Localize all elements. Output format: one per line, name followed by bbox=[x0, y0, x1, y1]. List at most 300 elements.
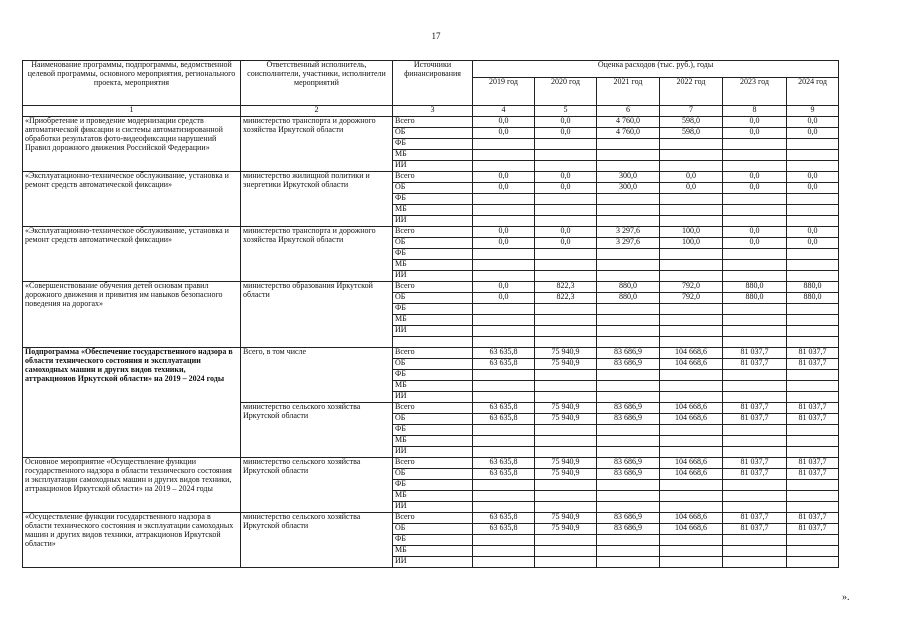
amount-cell bbox=[597, 447, 660, 458]
amount-cell bbox=[723, 381, 787, 392]
amount-cell bbox=[787, 315, 839, 326]
funding-source-cell: Всего bbox=[393, 403, 473, 414]
funding-source-cell: ИИ bbox=[393, 392, 473, 403]
amount-cell: 83 686,9 bbox=[597, 458, 660, 469]
table-row bbox=[23, 458, 839, 469]
amount-cell bbox=[660, 436, 723, 447]
amount-cell bbox=[787, 271, 839, 282]
table-header bbox=[23, 61, 839, 117]
amount-cell: 63 635,8 bbox=[473, 513, 535, 524]
amount-cell bbox=[473, 139, 535, 150]
amount-cell: 81 037,7 bbox=[787, 348, 839, 359]
amount-cell bbox=[723, 447, 787, 458]
amount-cell bbox=[787, 546, 839, 557]
amount-cell bbox=[535, 326, 597, 337]
amount-cell bbox=[787, 205, 839, 216]
amount-cell bbox=[473, 304, 535, 315]
amount-cell bbox=[723, 502, 787, 513]
column-number: 6 bbox=[597, 106, 660, 117]
amount-cell: 83 686,9 bbox=[597, 348, 660, 359]
column-number: 7 bbox=[660, 106, 723, 117]
amount-cell: 104 668,6 bbox=[660, 359, 723, 370]
amount-cell: 100,0 bbox=[660, 227, 723, 238]
amount-cell: 81 037,7 bbox=[787, 458, 839, 469]
amount-cell bbox=[787, 326, 839, 337]
amount-cell bbox=[723, 326, 787, 337]
amount-cell bbox=[723, 260, 787, 271]
amount-cell: 598,0 bbox=[660, 117, 723, 128]
amount-cell: 3 297,6 bbox=[597, 238, 660, 249]
amount-cell: 0,0 bbox=[787, 128, 839, 139]
funding-source-cell: Всего bbox=[393, 348, 473, 359]
amount-cell: 0,0 bbox=[723, 183, 787, 194]
amount-cell: 0,0 bbox=[787, 238, 839, 249]
amount-cell: 81 037,7 bbox=[723, 348, 787, 359]
amount-cell bbox=[473, 337, 535, 348]
amount-cell bbox=[660, 260, 723, 271]
closing-quote-mark: ». bbox=[842, 592, 850, 603]
amount-cell bbox=[723, 161, 787, 172]
amount-cell: 63 635,8 bbox=[473, 414, 535, 425]
header-year: 2019 год bbox=[473, 78, 535, 106]
amount-cell: 81 037,7 bbox=[787, 403, 839, 414]
amount-cell bbox=[473, 502, 535, 513]
amount-cell bbox=[535, 205, 597, 216]
funding-source-cell: ФБ bbox=[393, 139, 473, 150]
amount-cell: 0,0 bbox=[787, 227, 839, 238]
amount-cell bbox=[787, 194, 839, 205]
table-row bbox=[23, 227, 839, 238]
amount-cell: 880,0 bbox=[723, 282, 787, 293]
amount-cell bbox=[535, 337, 597, 348]
amount-cell bbox=[597, 194, 660, 205]
executor-cell: министерство сельского хозяйства Иркутской области bbox=[241, 458, 393, 513]
amount-cell bbox=[660, 491, 723, 502]
amount-cell: 63 635,8 bbox=[473, 458, 535, 469]
amount-cell: 75 940,9 bbox=[535, 513, 597, 524]
amount-cell bbox=[597, 216, 660, 227]
executor-cell: министерство образования Иркутской области bbox=[241, 282, 393, 348]
amount-cell: 104 668,6 bbox=[660, 403, 723, 414]
amount-cell bbox=[597, 304, 660, 315]
amount-cell bbox=[660, 271, 723, 282]
amount-cell: 0,0 bbox=[787, 172, 839, 183]
amount-cell: 0,0 bbox=[473, 227, 535, 238]
amount-cell bbox=[723, 194, 787, 205]
amount-cell: 0,0 bbox=[473, 128, 535, 139]
header-year: 2021 год bbox=[597, 78, 660, 106]
amount-cell: 100,0 bbox=[660, 238, 723, 249]
amount-cell bbox=[597, 436, 660, 447]
amount-cell bbox=[535, 249, 597, 260]
amount-cell: 0,0 bbox=[787, 183, 839, 194]
amount-cell bbox=[535, 304, 597, 315]
amount-cell: 0,0 bbox=[723, 117, 787, 128]
amount-cell bbox=[473, 260, 535, 271]
amount-cell: 792,0 bbox=[660, 293, 723, 304]
amount-cell bbox=[535, 546, 597, 557]
funding-source-cell: Всего bbox=[393, 458, 473, 469]
funding-source-cell: ОБ bbox=[393, 414, 473, 425]
funding-source-cell: Всего bbox=[393, 117, 473, 128]
amount-cell: 75 940,9 bbox=[535, 469, 597, 480]
funding-source-cell: МБ bbox=[393, 436, 473, 447]
amount-cell bbox=[473, 436, 535, 447]
amount-cell bbox=[597, 491, 660, 502]
amount-cell bbox=[597, 535, 660, 546]
amount-cell: 0,0 bbox=[723, 172, 787, 183]
executor-cell: министерство сельского хозяйства Иркутской области bbox=[241, 403, 393, 458]
amount-cell bbox=[660, 381, 723, 392]
amount-cell bbox=[723, 337, 787, 348]
amount-cell bbox=[787, 425, 839, 436]
funding-source-cell: ИИ bbox=[393, 502, 473, 513]
funding-source-cell: ИИ bbox=[393, 271, 473, 282]
header-year: 2023 год bbox=[723, 78, 787, 106]
amount-cell bbox=[660, 370, 723, 381]
funding-source-cell: ФБ bbox=[393, 194, 473, 205]
header-estimate-group: Оценка расходов (тыс. руб.), годы bbox=[473, 61, 839, 78]
funding-source-cell: ОБ bbox=[393, 359, 473, 370]
funding-source-cell: ФБ bbox=[393, 535, 473, 546]
amount-cell bbox=[660, 249, 723, 260]
amount-cell: 81 037,7 bbox=[723, 414, 787, 425]
amount-cell: 81 037,7 bbox=[787, 414, 839, 425]
amount-cell bbox=[473, 315, 535, 326]
header-year: 2024 год bbox=[787, 78, 839, 106]
amount-cell: 0,0 bbox=[473, 183, 535, 194]
amount-cell bbox=[535, 557, 597, 568]
amount-cell: 0,0 bbox=[473, 172, 535, 183]
amount-cell: 0,0 bbox=[723, 227, 787, 238]
amount-cell: 75 940,9 bbox=[535, 359, 597, 370]
amount-cell bbox=[473, 447, 535, 458]
amount-cell bbox=[660, 535, 723, 546]
amount-cell bbox=[473, 249, 535, 260]
amount-cell: 0,0 bbox=[535, 128, 597, 139]
amount-cell bbox=[787, 139, 839, 150]
amount-cell bbox=[787, 150, 839, 161]
amount-cell: 880,0 bbox=[787, 282, 839, 293]
funding-source-cell: ОБ bbox=[393, 128, 473, 139]
amount-cell bbox=[723, 139, 787, 150]
amount-cell: 75 940,9 bbox=[535, 348, 597, 359]
table-row bbox=[23, 513, 839, 524]
amount-cell bbox=[787, 249, 839, 260]
amount-cell bbox=[473, 557, 535, 568]
amount-cell bbox=[535, 447, 597, 458]
measure-name-cell: «Осуществление функции государственного надзора в области технического состояния и эксплуатации самоходных машин и других видов техники, аттракционов Иркутской области» bbox=[23, 513, 241, 568]
amount-cell: 598,0 bbox=[660, 128, 723, 139]
funding-source-cell: ОБ bbox=[393, 238, 473, 249]
funding-source-cell: ОБ bbox=[393, 524, 473, 535]
amount-cell bbox=[723, 491, 787, 502]
amount-cell: 104 668,6 bbox=[660, 524, 723, 535]
amount-cell: 0,0 bbox=[473, 238, 535, 249]
amount-cell bbox=[535, 491, 597, 502]
funding-source-cell: ОБ bbox=[393, 469, 473, 480]
amount-cell: 75 940,9 bbox=[535, 403, 597, 414]
amount-cell bbox=[535, 260, 597, 271]
amount-cell bbox=[535, 502, 597, 513]
amount-cell bbox=[660, 216, 723, 227]
amount-cell bbox=[787, 480, 839, 491]
funding-source-cell bbox=[393, 337, 473, 348]
funding-source-cell: МБ bbox=[393, 491, 473, 502]
amount-cell: 0,0 bbox=[787, 117, 839, 128]
amount-cell: 4 760,0 bbox=[597, 128, 660, 139]
table-row bbox=[23, 348, 839, 359]
amount-cell: 104 668,6 bbox=[660, 513, 723, 524]
amount-cell bbox=[723, 535, 787, 546]
amount-cell bbox=[787, 535, 839, 546]
amount-cell bbox=[473, 150, 535, 161]
table-row bbox=[23, 282, 839, 293]
budget-table bbox=[22, 60, 839, 568]
amount-cell bbox=[597, 315, 660, 326]
amount-cell: 822,3 bbox=[535, 293, 597, 304]
header-year: 2020 год bbox=[535, 78, 597, 106]
amount-cell bbox=[535, 535, 597, 546]
measure-name-cell: «Совершенствование обучения детей основам правил дорожного движения и привития им навыков безопасного поведения на дорогах» bbox=[23, 282, 241, 348]
page-number: 17 bbox=[431, 31, 441, 41]
amount-cell bbox=[597, 150, 660, 161]
amount-cell: 104 668,6 bbox=[660, 348, 723, 359]
amount-cell: 0,0 bbox=[473, 293, 535, 304]
amount-cell bbox=[660, 161, 723, 172]
amount-cell: 83 686,9 bbox=[597, 469, 660, 480]
amount-cell bbox=[597, 249, 660, 260]
header-year: 2022 год bbox=[660, 78, 723, 106]
amount-cell: 83 686,9 bbox=[597, 359, 660, 370]
amount-cell bbox=[535, 194, 597, 205]
amount-cell bbox=[723, 150, 787, 161]
funding-source-cell: МБ bbox=[393, 315, 473, 326]
amount-cell: 0,0 bbox=[473, 117, 535, 128]
column-number: 8 bbox=[723, 106, 787, 117]
amount-cell bbox=[597, 260, 660, 271]
amount-cell: 300,0 bbox=[597, 183, 660, 194]
amount-cell bbox=[660, 480, 723, 491]
amount-cell bbox=[597, 480, 660, 491]
amount-cell bbox=[660, 557, 723, 568]
table-row bbox=[23, 117, 839, 128]
funding-source-cell: ФБ bbox=[393, 480, 473, 491]
amount-cell: 880,0 bbox=[597, 282, 660, 293]
amount-cell bbox=[597, 502, 660, 513]
amount-cell bbox=[473, 491, 535, 502]
amount-cell: 81 037,7 bbox=[723, 524, 787, 535]
amount-cell: 0,0 bbox=[723, 128, 787, 139]
amount-cell bbox=[473, 326, 535, 337]
amount-cell bbox=[535, 392, 597, 403]
amount-cell: 3 297,6 bbox=[597, 227, 660, 238]
funding-source-cell: ФБ bbox=[393, 370, 473, 381]
header-sources-column: Источники финансирования bbox=[393, 61, 473, 106]
amount-cell bbox=[660, 392, 723, 403]
amount-cell bbox=[787, 447, 839, 458]
amount-cell bbox=[535, 150, 597, 161]
amount-cell bbox=[660, 326, 723, 337]
amount-cell bbox=[723, 436, 787, 447]
amount-cell: 880,0 bbox=[723, 293, 787, 304]
amount-cell: 83 686,9 bbox=[597, 414, 660, 425]
executor-cell: министерство транспорта и дорожного хозяйства Иркутской области bbox=[241, 117, 393, 172]
column-number: 5 bbox=[535, 106, 597, 117]
column-number: 4 bbox=[473, 106, 535, 117]
amount-cell: 63 635,8 bbox=[473, 469, 535, 480]
amount-cell bbox=[660, 337, 723, 348]
measure-name-cell: «Приобретение и проведение модернизации средств автоматической фиксации и системы автоматизированной обработки результатов фото-видеофиксации нарушений Правил дорожного движения Российской Федерации» bbox=[23, 117, 241, 172]
amount-cell bbox=[660, 546, 723, 557]
amount-cell bbox=[597, 139, 660, 150]
amount-cell bbox=[787, 557, 839, 568]
funding-source-cell: Всего bbox=[393, 282, 473, 293]
measure-name-cell: «Эксплуатационно-техническое обслуживание, установка и ремонт средств автоматической фиксации» bbox=[23, 227, 241, 282]
amount-cell bbox=[473, 392, 535, 403]
amount-cell bbox=[597, 370, 660, 381]
funding-source-cell: Всего bbox=[393, 227, 473, 238]
amount-cell: 81 037,7 bbox=[787, 469, 839, 480]
amount-cell: 63 635,8 bbox=[473, 348, 535, 359]
amount-cell: 63 635,8 bbox=[473, 403, 535, 414]
amount-cell: 104 668,6 bbox=[660, 458, 723, 469]
amount-cell bbox=[723, 205, 787, 216]
amount-cell bbox=[597, 392, 660, 403]
amount-cell bbox=[597, 326, 660, 337]
amount-cell bbox=[660, 447, 723, 458]
funding-source-cell: Всего bbox=[393, 513, 473, 524]
amount-cell bbox=[473, 546, 535, 557]
header-executor-column: Ответственный исполнитель, соисполнители, участники, исполнители мероприятий bbox=[241, 61, 393, 106]
amount-cell: 0,0 bbox=[660, 183, 723, 194]
amount-cell bbox=[597, 546, 660, 557]
amount-cell: 880,0 bbox=[597, 293, 660, 304]
amount-cell bbox=[723, 480, 787, 491]
amount-cell bbox=[473, 271, 535, 282]
funding-source-cell: МБ bbox=[393, 381, 473, 392]
funding-source-cell: ОБ bbox=[393, 293, 473, 304]
amount-cell: 83 686,9 bbox=[597, 403, 660, 414]
amount-cell: 75 940,9 bbox=[535, 524, 597, 535]
amount-cell bbox=[723, 216, 787, 227]
amount-cell bbox=[787, 216, 839, 227]
executor-cell: Всего, в том числе bbox=[241, 348, 393, 403]
amount-cell: 81 037,7 bbox=[723, 513, 787, 524]
amount-cell bbox=[473, 194, 535, 205]
amount-cell bbox=[787, 260, 839, 271]
amount-cell bbox=[473, 480, 535, 491]
amount-cell bbox=[660, 425, 723, 436]
funding-source-cell: ИИ bbox=[393, 216, 473, 227]
amount-cell bbox=[660, 315, 723, 326]
funding-source-cell: МБ bbox=[393, 546, 473, 557]
amount-cell: 81 037,7 bbox=[787, 513, 839, 524]
amount-cell bbox=[597, 425, 660, 436]
amount-cell bbox=[787, 161, 839, 172]
amount-cell: 81 037,7 bbox=[723, 458, 787, 469]
amount-cell bbox=[723, 271, 787, 282]
amount-cell bbox=[787, 381, 839, 392]
amount-cell bbox=[787, 370, 839, 381]
funding-source-cell: ИИ bbox=[393, 447, 473, 458]
amount-cell bbox=[535, 161, 597, 172]
amount-cell: 880,0 bbox=[787, 293, 839, 304]
column-number: 3 bbox=[393, 106, 473, 117]
measure-name-cell: «Эксплуатационно-техническое обслуживание, установка и ремонт средств автоматической фиксации» bbox=[23, 172, 241, 227]
amount-cell bbox=[660, 502, 723, 513]
amount-cell bbox=[723, 392, 787, 403]
amount-cell bbox=[473, 161, 535, 172]
amount-cell: 0,0 bbox=[535, 117, 597, 128]
amount-cell bbox=[660, 139, 723, 150]
table-body bbox=[23, 117, 839, 568]
amount-cell bbox=[535, 425, 597, 436]
amount-cell bbox=[660, 304, 723, 315]
amount-cell: 63 635,8 bbox=[473, 359, 535, 370]
amount-cell bbox=[535, 436, 597, 447]
amount-cell bbox=[787, 304, 839, 315]
amount-cell bbox=[787, 491, 839, 502]
amount-cell: 81 037,7 bbox=[723, 359, 787, 370]
amount-cell bbox=[723, 370, 787, 381]
amount-cell: 0,0 bbox=[723, 238, 787, 249]
amount-cell bbox=[535, 480, 597, 491]
amount-cell bbox=[535, 381, 597, 392]
amount-cell bbox=[473, 216, 535, 227]
amount-cell: 75 940,9 bbox=[535, 414, 597, 425]
amount-cell: 75 940,9 bbox=[535, 458, 597, 469]
amount-cell bbox=[535, 216, 597, 227]
amount-cell: 0,0 bbox=[535, 172, 597, 183]
funding-source-cell: ИИ bbox=[393, 557, 473, 568]
amount-cell bbox=[723, 315, 787, 326]
amount-cell: 4 760,0 bbox=[597, 117, 660, 128]
amount-cell bbox=[660, 150, 723, 161]
amount-cell: 81 037,7 bbox=[723, 403, 787, 414]
executor-cell: министерство сельского хозяйства Иркутской области bbox=[241, 513, 393, 568]
amount-cell bbox=[787, 502, 839, 513]
amount-cell bbox=[535, 370, 597, 381]
amount-cell bbox=[660, 194, 723, 205]
amount-cell: 0,0 bbox=[660, 172, 723, 183]
amount-cell: 104 668,6 bbox=[660, 469, 723, 480]
amount-cell bbox=[723, 249, 787, 260]
amount-cell bbox=[787, 392, 839, 403]
amount-cell: 63 635,8 bbox=[473, 524, 535, 535]
amount-cell bbox=[473, 370, 535, 381]
amount-cell: 81 037,7 bbox=[723, 469, 787, 480]
executor-cell: министерство жилищной политики и энергетики Иркутской области bbox=[241, 172, 393, 227]
table-row bbox=[23, 172, 839, 183]
amount-cell: 300,0 bbox=[597, 172, 660, 183]
column-number: 2 bbox=[241, 106, 393, 117]
header-name-column: Наименование программы, подпрограммы, ведомственной целевой программы, основного мероприятия, регионального проекта, мероприятия bbox=[23, 61, 241, 106]
amount-cell bbox=[597, 205, 660, 216]
funding-source-cell: ФБ bbox=[393, 249, 473, 260]
amount-cell: 83 686,9 bbox=[597, 524, 660, 535]
funding-source-cell: МБ bbox=[393, 260, 473, 271]
executor-cell: министерство транспорта и дорожного хозяйства Иркутской области bbox=[241, 227, 393, 282]
funding-source-cell: ОБ bbox=[393, 183, 473, 194]
amount-cell bbox=[473, 205, 535, 216]
amount-cell: 104 668,6 bbox=[660, 414, 723, 425]
amount-cell bbox=[597, 381, 660, 392]
amount-cell bbox=[723, 557, 787, 568]
funding-source-cell: ФБ bbox=[393, 304, 473, 315]
amount-cell: 0,0 bbox=[535, 238, 597, 249]
amount-cell: 0,0 bbox=[535, 183, 597, 194]
